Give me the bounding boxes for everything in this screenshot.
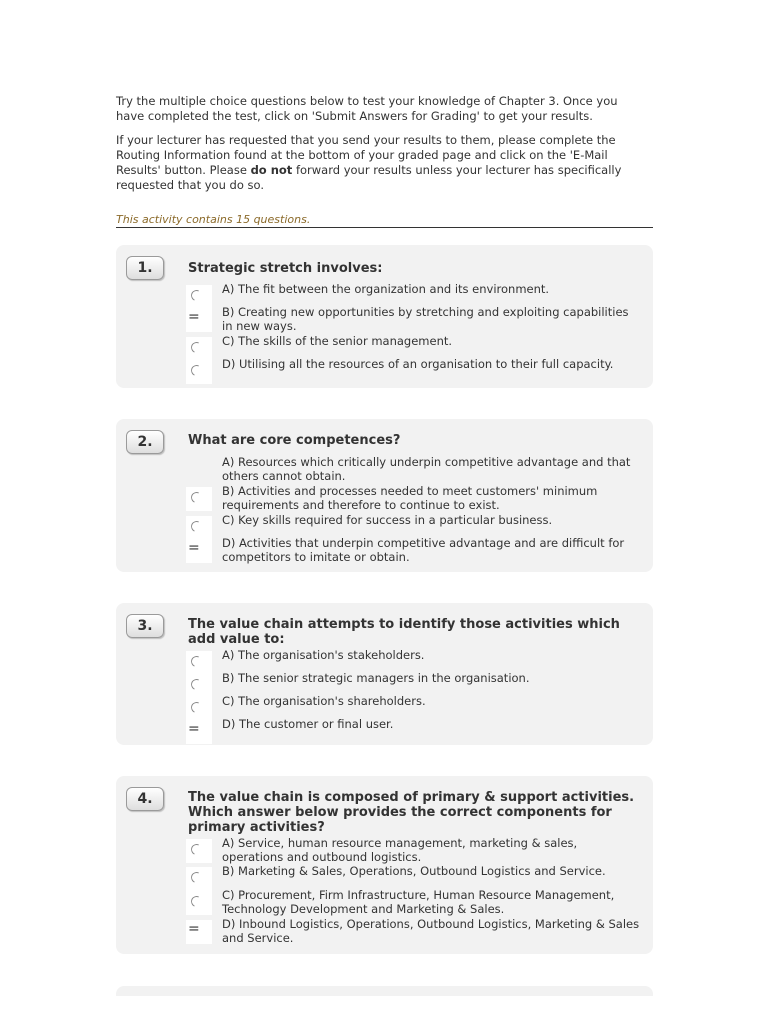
question-number-badge: 2. xyxy=(126,430,164,454)
answer-text: C) Procurement, Firm Infrastructure, Human Resource Management, Technology Development and Marketing & Sales. xyxy=(222,888,615,916)
answer-text: B) Marketing & Sales, Operations, Outbound Logistics and Service. xyxy=(222,864,606,878)
answer-radio-1d[interactable] xyxy=(186,360,212,384)
answer-text: D) The customer or final user. xyxy=(222,717,394,731)
answer-text: A) Service, human resource management, marketing & sales, operations and outbound logistics. xyxy=(222,836,578,864)
equals-icon: = xyxy=(188,921,200,937)
answer-option xyxy=(186,536,646,564)
answer-option xyxy=(186,717,646,744)
radio-icon xyxy=(189,677,203,691)
equals-icon: = xyxy=(188,309,200,325)
radio-icon xyxy=(189,288,203,302)
question-card-3 xyxy=(116,603,653,745)
answer-text: C) The organisation's shareholders. xyxy=(222,694,426,708)
radio-icon xyxy=(189,870,203,884)
question-number-badge: 4. xyxy=(126,787,164,811)
intro-paragraph-2 xyxy=(116,133,636,193)
correct-answer-marker xyxy=(186,720,212,744)
answer-radio-1c[interactable] xyxy=(186,337,212,361)
answer-radio-4b[interactable] xyxy=(186,867,212,891)
radio-icon xyxy=(189,894,203,908)
answer-option xyxy=(186,357,646,384)
radio-icon xyxy=(189,654,203,668)
answer-radio-3c[interactable] xyxy=(186,697,212,721)
question-text: Strategic stretch involves: xyxy=(188,261,383,276)
question-number-badge: 1. xyxy=(126,256,164,280)
answer-text: D) Inbound Logistics, Operations, Outbound Logistics, Marketing & Sales and Service. xyxy=(222,917,640,945)
answer-option xyxy=(186,305,646,333)
question-number-badge: 3. xyxy=(126,614,164,638)
answer-radio-4c[interactable] xyxy=(186,891,212,915)
answer-radio-3a[interactable] xyxy=(186,651,212,675)
intro-p2-emphasis: do not xyxy=(250,163,293,177)
equals-icon: = xyxy=(188,540,200,556)
question-text: What are core competences? xyxy=(188,433,401,448)
radio-icon xyxy=(189,340,203,354)
answer-text: B) Activities and processes needed to meet customers' minimum requirements and therefore to continue to exist. xyxy=(222,484,598,512)
answer-text: B) Creating new opportunities by stretching and exploiting capabilities in new ways. xyxy=(222,305,629,333)
intro-paragraph-1: Try the multiple choice questions below to test your knowledge of Chapter 3. Once you have completed the test, click on 'Submit Answers for Grading' to get your results. xyxy=(116,94,618,123)
intro-p2-start: If your lecturer has requested that you send your results to them, please complete the Routing Information found at the bottom of your graded page and click on the 'E-Mail Results' button. Please xyxy=(116,133,616,177)
intro-p2-end: forward your results unless your lecturer has specifically requested that you do so. xyxy=(116,163,622,192)
answer-text: B) The senior strategic managers in the organisation. xyxy=(222,671,530,685)
question-card-2 xyxy=(116,419,653,572)
answer-option xyxy=(186,917,646,945)
question-card-1 xyxy=(116,245,653,388)
answer-text: C) The skills of the senior management. xyxy=(222,334,453,348)
answer-radio-3b[interactable] xyxy=(186,674,212,698)
question-card-4 xyxy=(116,776,653,954)
radio-icon xyxy=(189,842,203,856)
answer-radio-1a[interactable] xyxy=(186,285,212,309)
answer-radio-2b[interactable] xyxy=(186,487,212,511)
answer-option xyxy=(186,888,646,916)
answer-option xyxy=(186,455,646,483)
answer-text: D) Activities that underpin competitive advantage and are difficult for competitors to imitate or obtain. xyxy=(222,536,625,564)
correct-answer-marker xyxy=(186,920,212,944)
equals-icon: = xyxy=(188,721,200,737)
question-text: The value chain is composed of primary & support activities. Which answer below provides the correct components for primary activities? xyxy=(188,790,635,835)
correct-answer-marker xyxy=(186,308,212,332)
radio-icon xyxy=(189,700,203,714)
answer-text: A) The fit between the organization and its environment. xyxy=(222,282,550,296)
answer-text: C) Key skills required for success in a particular business. xyxy=(222,513,553,527)
correct-answer-marker xyxy=(186,539,212,563)
intro-text xyxy=(116,94,636,202)
question-text: The value chain attempts to identify those activities which add value to: xyxy=(188,617,620,647)
radio-icon xyxy=(189,363,203,377)
radio-icon xyxy=(189,519,203,533)
answer-text: D) Utilising all the resources of an organisation to their full capacity. xyxy=(222,357,614,371)
answer-text: A) The organisation's stakeholders. xyxy=(222,648,425,662)
question-card-5-partial xyxy=(116,986,653,996)
radio-icon xyxy=(189,490,203,504)
answer-radio-2c[interactable] xyxy=(186,516,212,540)
answer-text: A) Resources which critically underpin competitive advantage and that others cannot obtain. xyxy=(222,455,631,483)
answer-option xyxy=(186,836,646,864)
answer-option xyxy=(186,484,646,512)
activity-count: This activity contains 15 questions. xyxy=(116,213,653,228)
answer-radio-4a[interactable] xyxy=(186,839,212,863)
